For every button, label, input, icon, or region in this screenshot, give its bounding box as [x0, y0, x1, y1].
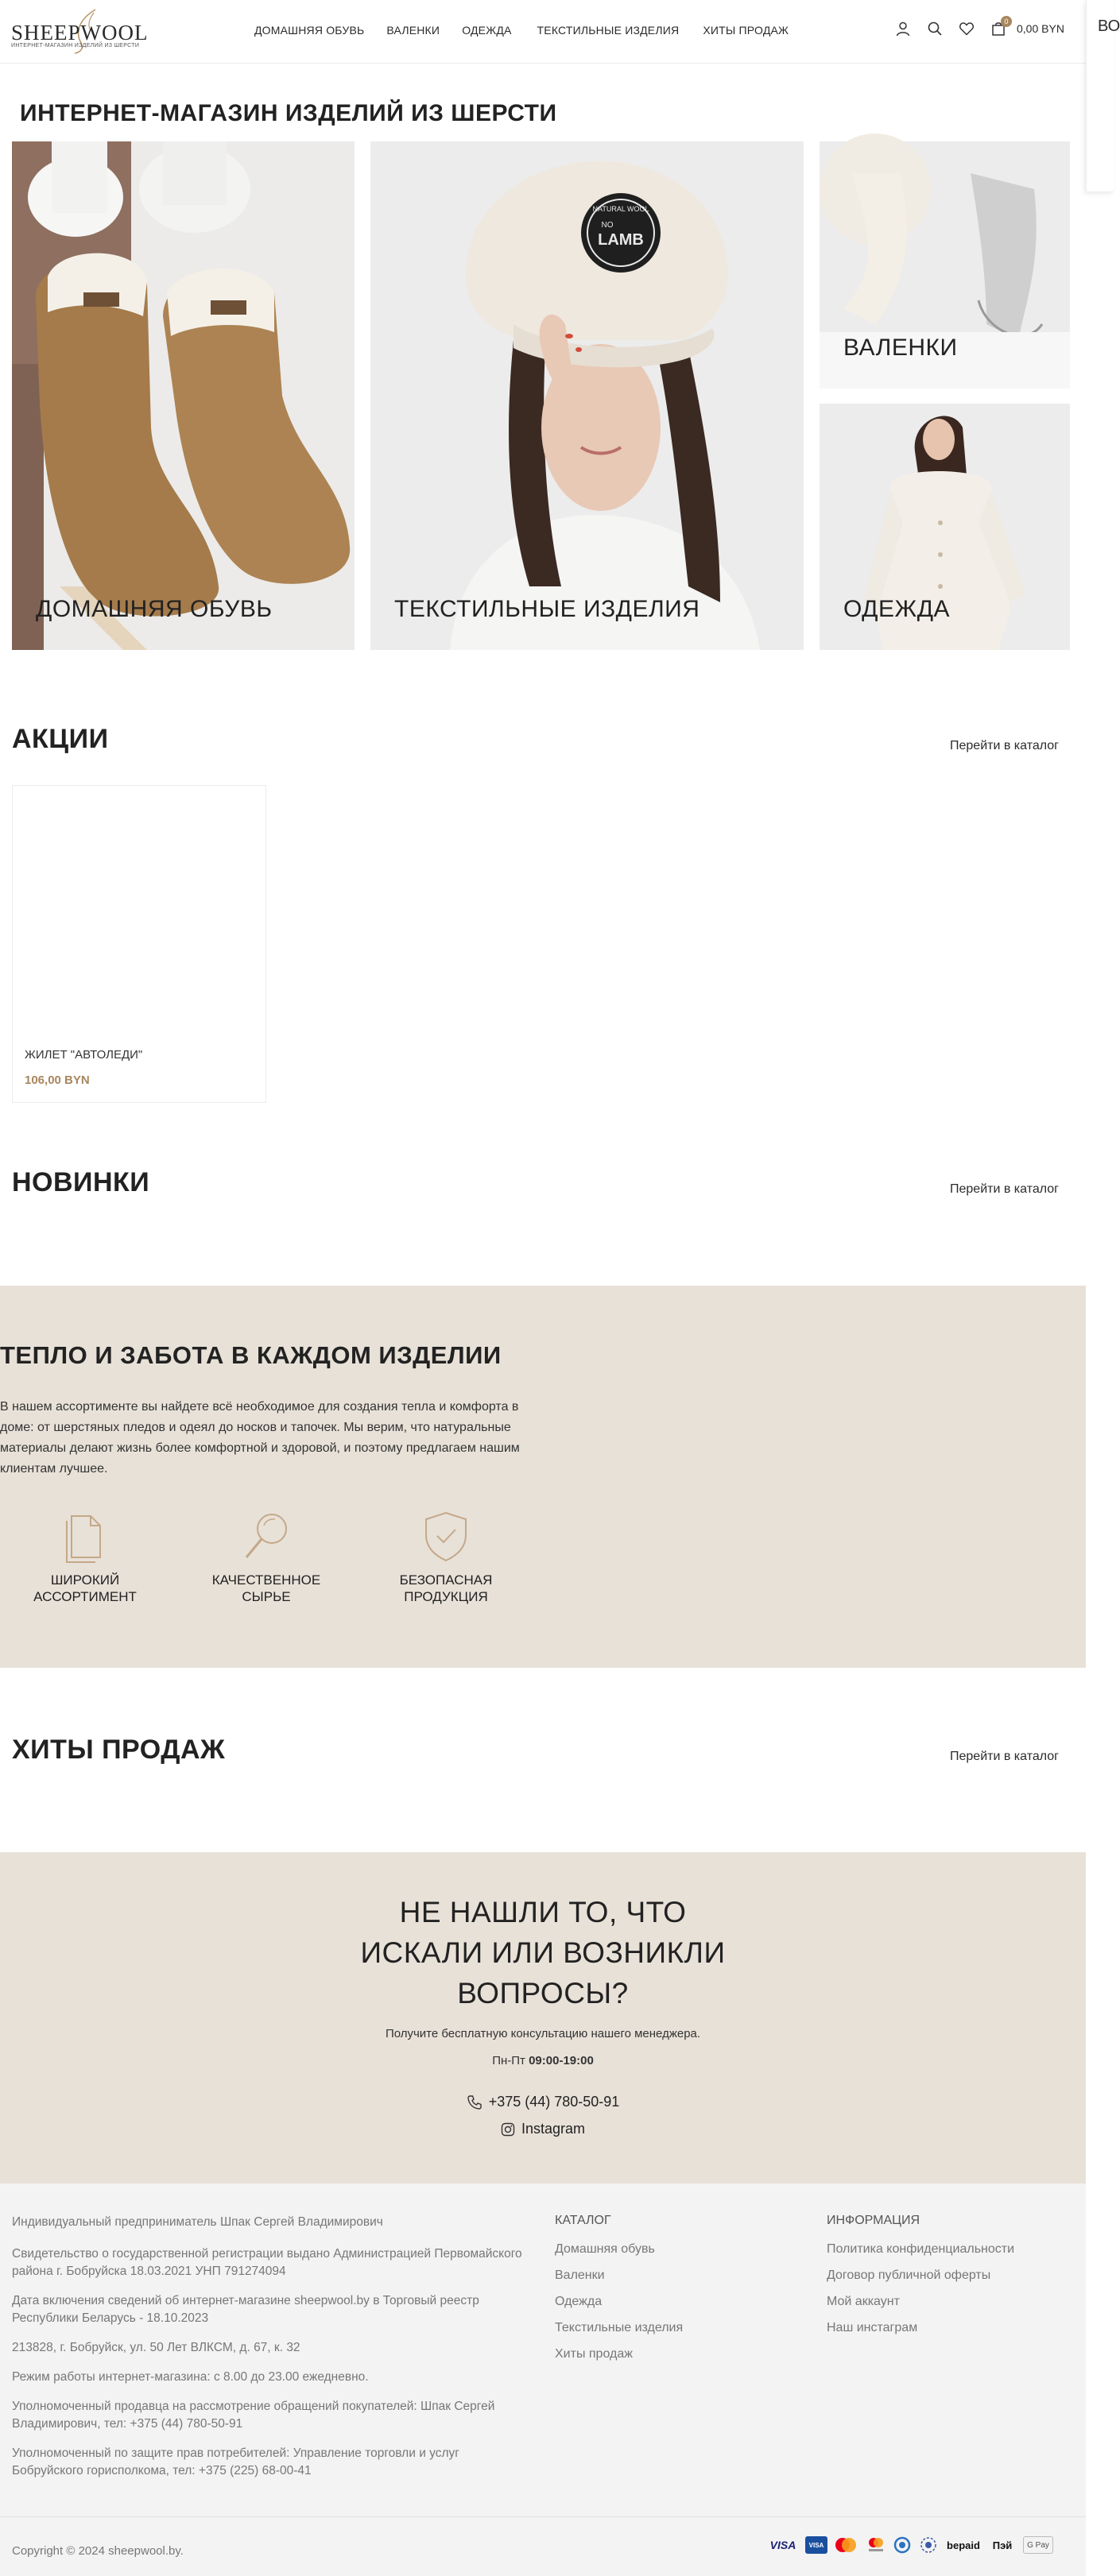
textile-cap-image — [370, 141, 804, 650]
footer-link-instagram[interactable]: Наш инстаграм — [827, 2321, 918, 2334]
category-card-valenki[interactable] — [820, 141, 1070, 389]
footer-link-hits[interactable]: Хиты продаж — [555, 2347, 633, 2361]
site-footer — [0, 2183, 1086, 2576]
shield-check-icon — [418, 1508, 474, 1564]
search-icon[interactable] — [926, 20, 944, 37]
footer-company-line: Уполномоченный по защите прав потребителей: Управление торговли и услуг Бобруйского горисполкома, тел: +375 (225) 68-00-41 — [12, 2446, 459, 2477]
header-actions — [894, 17, 1064, 37]
footer-link-valenki[interactable]: Валенки — [555, 2269, 605, 2282]
feature-safe-products — [374, 1508, 517, 1605]
side-tab[interactable] — [1086, 0, 1120, 192]
verified-by-visa-icon: VISA — [805, 2536, 827, 2554]
contact-instagram[interactable] — [0, 2121, 1086, 2137]
new-section-title: НОВИНКИ — [12, 1167, 150, 1197]
category-label-home-shoes: ДОМАШНЯЯ ОБУВЬ — [36, 596, 273, 622]
category-label-clothes: ОДЕЖДА — [843, 596, 951, 622]
category-card-home-shoes[interactable] — [12, 141, 355, 650]
feature-assortment — [14, 1508, 157, 1605]
payment-logos — [765, 2536, 1053, 2554]
mastercard-securecode-icon — [864, 2536, 888, 2554]
contact-title — [304, 1892, 781, 2013]
erip-icon — [917, 2536, 940, 2554]
wishlist-heart-icon[interactable] — [958, 20, 975, 37]
cap-patch-main: LAMB — [598, 231, 644, 249]
footer-company-line: Индивидуальный предприниматель Шпак Сергей Владимирович — [12, 2215, 383, 2229]
phone-number[interactable]: +375 (44) 780-50-91 — [488, 2094, 620, 2110]
visa-logo-icon: VISA — [769, 2539, 796, 2551]
footer-company-line: Режим работы интернет-магазина: с 8.00 до 23.00 ежедневно. — [12, 2370, 369, 2384]
hours-label: Пн-Пт — [492, 2054, 525, 2067]
contact-title-line2: ИСКАЛИ ИЛИ ВОЗНИКЛИ — [360, 1936, 726, 1969]
cap-patch-top: NATURAL WOOL — [592, 205, 649, 213]
contact-title-line3: ВОПРОСЫ? — [457, 1977, 629, 2009]
footer-link-clothes[interactable]: Одежда — [555, 2295, 603, 2308]
category-card-textile[interactable] — [370, 141, 804, 650]
paypay-icon: Пэй — [992, 2539, 1013, 2551]
hours-value: 09:00-19:00 — [529, 2054, 594, 2067]
footer-catalog — [555, 2214, 683, 2373]
home-shoes-image — [12, 141, 355, 650]
contact-hours — [0, 2054, 1086, 2067]
footer-company-info — [12, 2214, 529, 2492]
footer-info — [827, 2214, 1014, 2347]
footer-link-textile[interactable]: Текстильные изделия — [555, 2321, 684, 2334]
footer-company-line: Уполномоченный продавца на рассмотрение обращений покупателей: Шпак Сергей Владимирович, тел: +375 (44) 780-50-91 — [12, 2400, 495, 2431]
contact-title-line1: НЕ НАШЛИ ТО, ЧТО — [399, 1896, 687, 1928]
feature-label-line2: СЫРЬЕ — [242, 1589, 291, 1604]
logo-text: SHEEPWOOL — [11, 21, 149, 44]
nav-item-hits[interactable]: ХИТЫ ПРОДАЖ — [703, 24, 789, 37]
magnifier-icon — [238, 1508, 294, 1564]
phone-icon — [467, 2094, 482, 2110]
footer-link-account[interactable]: Мой аккаунт — [827, 2295, 900, 2308]
footer-info-title: ИНФОРМАЦИЯ — [827, 2214, 920, 2227]
category-card-clothes[interactable] — [820, 404, 1070, 650]
product-image-placeholder — [13, 786, 265, 1032]
footer-link-privacy[interactable]: Политика конфиденциальности — [827, 2242, 1015, 2256]
footer-company-line: 213828, г. Бобруйск, ул. 50 Лет ВЛКСМ, д. 67, к. 32 — [12, 2341, 300, 2354]
google-pay-icon: G Pay — [1023, 2536, 1053, 2554]
site-logo[interactable] — [11, 8, 154, 54]
nav-item-valenki[interactable]: ВАЛЕНКИ — [386, 24, 440, 37]
product-name[interactable]: ЖИЛЕТ "АВТОЛЕДИ" — [25, 1048, 143, 1062]
nav-item-home-shoes[interactable]: ДОМАШНЯЯ ОБУВЬ — [254, 24, 365, 37]
product-price: 106,00 BYN — [25, 1073, 90, 1087]
hits-catalog-link[interactable]: Перейти в каталог — [950, 1750, 1059, 1763]
side-tab-label: ВО — [1098, 17, 1120, 35]
hits-section-title: ХИТЫ ПРОДАЖ — [12, 1735, 226, 1765]
belkart-icon — [893, 2536, 912, 2554]
footer-company-line: Свидетельство о государственной регистрации выдано Администрацией Первомайского района г. Бобруйска 18.03.2021 УНП 791274094 — [12, 2247, 522, 2278]
logo-tagline: ИНТЕРНЕТ-МАГАЗИН ИЗДЕЛИЙ ИЗ ШЕРСТИ — [11, 43, 140, 48]
instagram-link[interactable]: Instagram — [521, 2121, 586, 2137]
account-icon[interactable] — [894, 20, 912, 37]
nav-item-textile[interactable]: ТЕКСТИЛЬНЫЕ ИЗДЕЛИЯ — [537, 24, 680, 37]
mastercard-icon — [832, 2536, 859, 2554]
contact-phone[interactable] — [0, 2094, 1086, 2110]
product-card[interactable] — [12, 785, 266, 1103]
new-catalog-link[interactable]: Перейти в каталог — [950, 1182, 1059, 1196]
feature-label-line1: КАЧЕСТВЕННОЕ — [211, 1572, 321, 1588]
nav-item-clothes[interactable]: ОДЕЖДА — [462, 24, 512, 37]
cart-count-badge: 0 — [1001, 16, 1012, 27]
feature-label-line2: ПРОДУКЦИЯ — [404, 1589, 488, 1604]
contact-subtitle: Получите бесплатную консультацию нашего менеджера. — [385, 2027, 701, 2040]
care-title: ТЕПЛО И ЗАБОТА В КАЖДОМ ИЗДЕЛИИ — [0, 1341, 502, 1369]
footer-company-line: Дата включения сведений об интернет-магазине sheepwool.by в Торговый реестр Республики Беларусь - 18.10.2023 — [12, 2294, 479, 2325]
feature-label-line1: ШИРОКИЙ — [50, 1572, 120, 1588]
footer-bottom-bar — [0, 2516, 1086, 2576]
bepaid-logo-icon: bepaid — [947, 2539, 980, 2551]
instagram-icon — [501, 2122, 515, 2137]
site-header — [0, 0, 1086, 64]
footer-link-home-shoes[interactable]: Домашняя обувь — [555, 2242, 655, 2256]
contact-section — [0, 1852, 1086, 2183]
footer-catalog-title: КАТАЛОГ — [555, 2214, 611, 2227]
sale-section-title: АКЦИИ — [12, 724, 109, 754]
cap-patch-side: NO — [601, 221, 614, 230]
page-title: ИНТЕРНЕТ-МАГАЗИН ИЗДЕЛИЙ ИЗ ШЕРСТИ — [20, 100, 557, 126]
main-nav — [254, 24, 811, 37]
copyright: Copyright © 2024 sheepwool.by. — [12, 2544, 184, 2558]
cart-total[interactable]: 0,00 BYN — [1017, 22, 1064, 35]
cart-bag-icon[interactable] — [990, 17, 1009, 37]
category-label-textile: ТЕКСТИЛЬНЫЕ ИЗДЕЛИЯ — [394, 596, 700, 622]
feature-label-line1: БЕЗОПАСНАЯ — [399, 1572, 493, 1588]
category-label-valenki: ВАЛЕНКИ — [843, 335, 958, 361]
feature-label-line2: АССОРТИМЕНТ — [33, 1589, 137, 1604]
feature-raw-material — [195, 1508, 338, 1605]
care-section — [0, 1286, 1086, 1668]
document-icon — [57, 1508, 113, 1564]
sale-catalog-link[interactable]: Перейти в каталог — [950, 739, 1059, 752]
footer-link-offer[interactable]: Договор публичной оферты — [827, 2269, 991, 2282]
care-text: В нашем ассортименте вы найдете всё необходимое для создания тепла и комфорта в доме: от шерстяных пледов и одеял до носков и тапочек. Мы верим, что натуральные материалы делают жизнь более комфортной и здоровой, и поэтому предлагаем нашим клиентам лучшее. — [0, 1400, 520, 1476]
